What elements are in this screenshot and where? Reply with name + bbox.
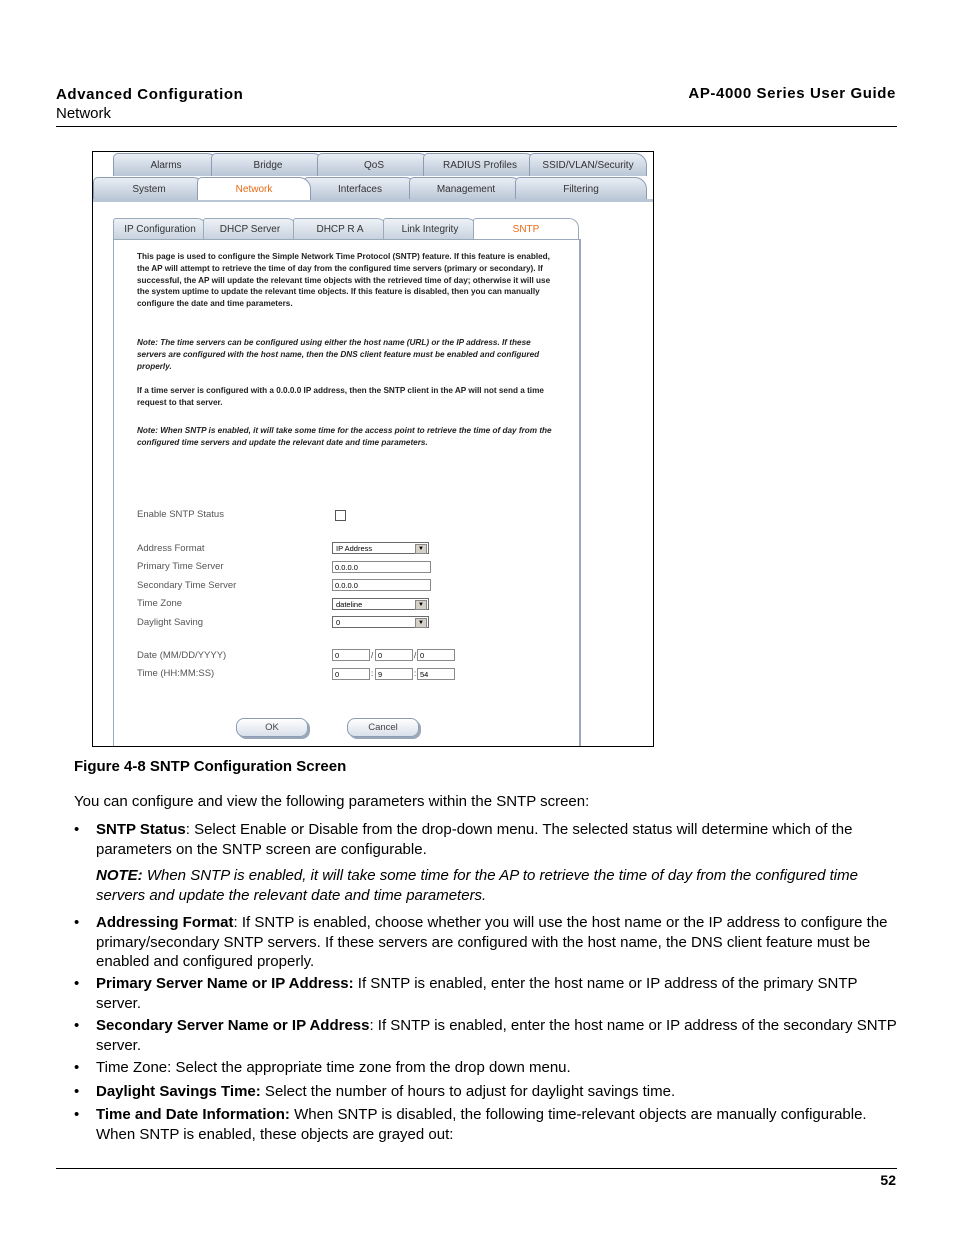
time-zone-value: dateline xyxy=(336,600,363,609)
date-separator: / xyxy=(371,651,374,660)
chevron-down-icon: ▼ xyxy=(415,618,427,628)
bullet-term: Secondary Server Name or IP Address xyxy=(96,1017,370,1034)
enable-sntp-checkbox[interactable] xyxy=(335,510,346,521)
time-minute-input[interactable]: 9 xyxy=(375,668,413,680)
chevron-down-icon: ▼ xyxy=(415,600,427,610)
primary-server-label: Primary Time Server xyxy=(137,561,224,572)
main-tabs-row-1 xyxy=(113,152,639,176)
tab-qos[interactable]: QoS xyxy=(317,153,431,176)
bullet-text: Select the number of hours to adjust for daylight savings time. xyxy=(260,1083,676,1100)
subtab-link-integrity[interactable]: Link Integrity xyxy=(383,218,477,239)
bullet-text: When SNTP is disabled, the following time-relevant objects are manually configurable. When SNTP is enabled, these objects are grayed out: xyxy=(96,1106,867,1143)
time-zone-select[interactable] xyxy=(332,598,429,610)
daylight-saving-select[interactable] xyxy=(332,616,429,628)
figure-caption: Figure 4-8 SNTP Configuration Screen xyxy=(74,758,347,775)
bullet-term: Primary Server Name or IP Address: xyxy=(96,975,354,992)
date-year-input[interactable]: 0 xyxy=(417,649,455,661)
list-item xyxy=(74,1082,900,1102)
footer-rule xyxy=(56,1168,897,1169)
subtab-sntp[interactable]: SNTP xyxy=(473,218,579,239)
daylight-saving-value: 0 xyxy=(336,618,341,627)
tab-radius-profiles[interactable]: RADIUS Profiles xyxy=(423,153,537,176)
sntp-note-2: Note: When SNTP is enabled, it will take some time for the access point to retrieve the time of day from the configured time servers and update the relevant date and time parameters. xyxy=(137,426,552,447)
tab-ssid-vlan-security[interactable]: SSID/VLAN/Security xyxy=(529,153,647,176)
daylight-saving-label: Daylight Saving xyxy=(137,617,204,628)
bullet-text: : Select Enable or Disable from the drop-down menu. The selected status will determine which of the parameters on the SNTP screen are configurable. xyxy=(96,821,853,858)
tab-filtering[interactable]: Filtering xyxy=(515,177,647,200)
main-tabs-row-2 xyxy=(93,176,639,200)
primary-server-input[interactable]: 0.0.0.0 xyxy=(332,561,431,573)
sub-tabs xyxy=(113,218,575,240)
intro-paragraph: You can configure and view the following parameters within the SNTP screen: xyxy=(74,793,590,810)
time-label: Time (HH:MM:SS) xyxy=(137,668,215,679)
bullet-marker: • xyxy=(74,975,80,992)
list-item xyxy=(74,1016,900,1055)
time-second-input[interactable]: 54 xyxy=(417,668,455,680)
bullet-term: Addressing Format xyxy=(96,914,234,931)
tab-network[interactable]: Network xyxy=(197,177,311,200)
address-format-select[interactable] xyxy=(332,542,429,554)
bullet-text: If SNTP is enabled, enter the host name or IP address of the primary SNTP server. xyxy=(96,975,858,1012)
secondary-server-input[interactable]: 0.0.0.0 xyxy=(332,579,431,591)
ok-button[interactable]: OK xyxy=(236,718,308,737)
page-header-left xyxy=(56,85,243,123)
bullet-term: SNTP Status xyxy=(96,821,186,838)
tab-system[interactable]: System xyxy=(93,177,205,200)
address-format-label: Address Format xyxy=(137,543,205,554)
note-label: NOTE: xyxy=(96,867,143,884)
date-label: Date (MM/DD/YYYY) xyxy=(137,650,227,661)
date-day-input[interactable]: 0 xyxy=(375,649,413,661)
note-text: When SNTP is enabled, it will take some time for the AP to retrieve the time of day from the configured time servers and update the relevant date and time parameters. xyxy=(96,867,858,904)
subtab-ip-configuration[interactable]: IP Configuration xyxy=(113,218,207,239)
note-block xyxy=(96,866,902,905)
time-separator: : xyxy=(414,669,417,678)
address-format-value: IP Address xyxy=(336,544,373,553)
section-title: Advanced Configuration xyxy=(56,86,244,103)
sntp-note-1: Note: The time servers can be configured using either the host name (URL) or the IP address. If these servers are configured with the host name, then the DNS client feature must be enabled and configured properly. xyxy=(137,338,540,371)
enable-sntp-label: Enable SNTP Status xyxy=(137,509,224,520)
bullet-term: Time and Date Information: xyxy=(96,1106,290,1123)
list-item xyxy=(74,1058,900,1078)
date-separator: / xyxy=(414,651,417,660)
tab-interfaces[interactable]: Interfaces xyxy=(303,177,417,200)
sntp-para-2: If a time server is configured with a 0.0.0.0 IP address, then the SNTP client in the AP will not send a time request to that server. xyxy=(137,386,544,407)
time-hour-input[interactable]: 0 xyxy=(332,668,370,680)
bullet-marker: • xyxy=(74,1017,80,1034)
header-rule xyxy=(56,126,897,127)
bullet-marker: • xyxy=(74,1106,80,1123)
bullet-text: Time Zone: Select the appropriate time zone from the drop down menu. xyxy=(96,1059,571,1076)
bullet-marker: • xyxy=(74,821,80,838)
list-item xyxy=(74,974,900,1013)
date-month-input[interactable]: 0 xyxy=(332,649,370,661)
subsection-title: Network xyxy=(56,105,112,122)
tab-bridge[interactable]: Bridge xyxy=(211,153,325,176)
list-item xyxy=(74,913,900,972)
chevron-down-icon: ▼ xyxy=(415,544,427,554)
tab-alarms[interactable]: Alarms xyxy=(113,153,219,176)
bullet-marker: • xyxy=(74,914,80,931)
tab-band xyxy=(93,199,653,202)
list-item xyxy=(74,1105,900,1144)
bullet-text: : If SNTP is enabled, enter the host name or IP address of the secondary SNTP server. xyxy=(96,1017,897,1054)
bullet-term: Daylight Savings Time: xyxy=(96,1083,261,1100)
tab-management[interactable]: Management xyxy=(409,177,523,200)
bullet-text: : If SNTP is enabled, choose whether you will use the host name or the IP address to configure the primary/secondary SNTP servers. If these servers are configured with the host name, the DNS client feature must be enabled and configured properly. xyxy=(96,914,888,970)
sntp-intro-text: This page is used to configure the Simple Network Time Protocol (SNTP) feature. If this feature is enabled, the AP will attempt to retrieve the time of day from the configured time servers (primary or secondary). If successful, the AP will update the relevant time objects with the retrieved time of day; otherwise it will use the system uptime to update the relevant time objects. If this feature is disabled, then you can manually configure the date and time parameters. xyxy=(137,252,551,309)
guide-title: AP-4000 Series User Guide xyxy=(688,85,896,102)
time-zone-label: Time Zone xyxy=(137,598,183,609)
time-separator: : xyxy=(371,669,374,678)
subtab-dhcp-ra[interactable]: DHCP R A xyxy=(293,218,387,239)
list-item xyxy=(74,820,900,859)
bullet-marker: • xyxy=(74,1059,80,1076)
page-number: 52 xyxy=(880,1172,896,1188)
secondary-server-label: Secondary Time Server xyxy=(137,580,237,591)
cancel-button[interactable]: Cancel xyxy=(347,718,419,737)
subtab-dhcp-server[interactable]: DHCP Server xyxy=(203,218,297,239)
bullet-marker: • xyxy=(74,1083,80,1100)
sntp-screenshot xyxy=(92,151,654,747)
